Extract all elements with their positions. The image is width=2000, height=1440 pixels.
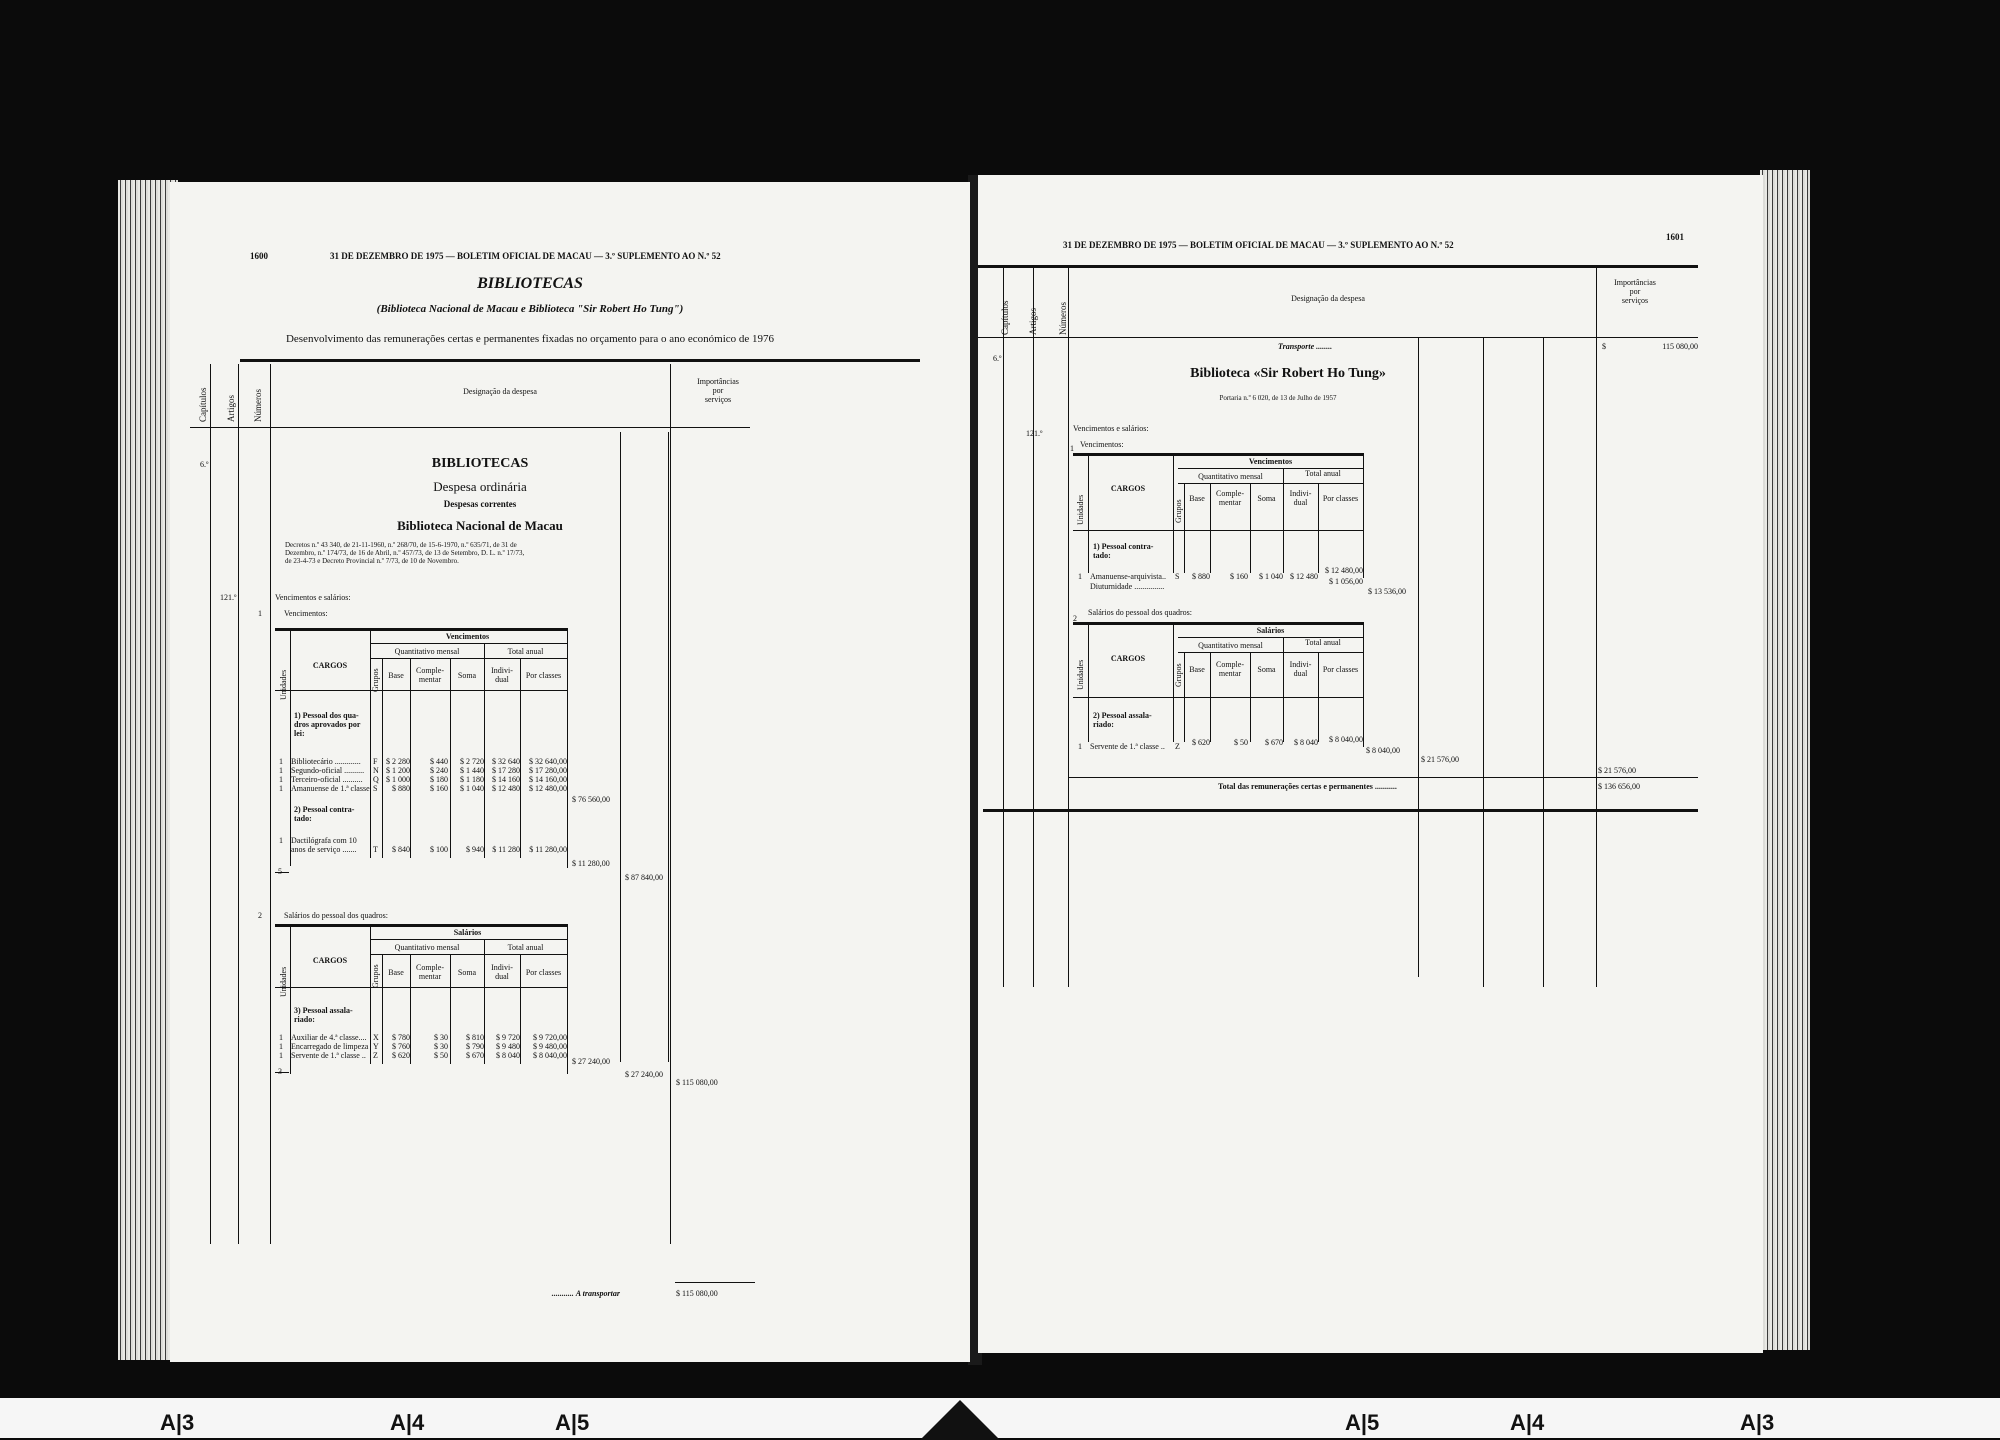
table-cell-g: Y: [373, 1042, 379, 1051]
table-cell-g: Z: [373, 1051, 378, 1060]
rt1-cargos: CARGOS: [1110, 484, 1146, 493]
table-cell-cls: $ 32 640,00: [529, 757, 567, 766]
t1-top-header: Vencimentos: [445, 632, 490, 641]
t2-total: $ 27 240,00: [625, 1070, 663, 1079]
table-cell-cargo: Servente de 1.ª classe ..: [291, 1051, 366, 1060]
t2-ta: Total anual: [507, 943, 544, 952]
table-cell-g: N: [373, 766, 379, 775]
rt2-sec-2: riado:: [1093, 720, 1114, 729]
table-cell-cargo: Amanuense de 1.ª classe: [291, 784, 370, 793]
table-cell-comp: $ 180: [430, 775, 448, 784]
t1-comp-2: mentar: [418, 675, 442, 684]
t2-indiv-1: Indivi-: [491, 963, 513, 972]
page-number: 1600: [250, 251, 268, 261]
table-cell-soma: $ 1 040: [460, 784, 484, 793]
t2-cargos: CARGOS: [312, 956, 348, 965]
t1-sec1-1: 1) Pessoal dos qua-: [294, 711, 359, 720]
capitulo-value: 6.º: [200, 460, 209, 469]
t1-units-total: 5: [278, 867, 282, 876]
rt1-sum: $ 13 536,00: [1368, 587, 1406, 596]
rt2-cargos: CARGOS: [1110, 654, 1146, 663]
col-importancias-3: serviços: [704, 395, 732, 404]
t1-sec1-3: lei:: [294, 729, 305, 738]
t2-top-header: Salários: [453, 928, 482, 937]
table-cell-ind: $ 14 160: [492, 775, 520, 784]
t2-comp-2: mentar: [418, 972, 442, 981]
table-cell-comp: $ 50: [434, 1051, 448, 1060]
film-marker: A|3: [1740, 1410, 1775, 1435]
table-cell-comp: $ 240: [430, 766, 448, 775]
total-label: Total das remunerações certas e permanentes ...........: [1218, 782, 1397, 791]
rt2-comp-1: Comple-: [1216, 660, 1244, 669]
col-importancias-1: Importâncias: [1614, 278, 1656, 287]
col-numeros: Números: [253, 389, 263, 422]
right-page: [978, 175, 1763, 1353]
rt2-base: Base: [1189, 665, 1205, 674]
table-cell-u: 1: [279, 775, 283, 784]
heading-sir-robert: Biblioteca «Sir Robert Ho Tung»: [1190, 366, 1386, 381]
t1-row5-cls: $ 11 280,00: [529, 845, 567, 854]
t1-sum2: $ 11 280,00: [572, 859, 610, 868]
table-cell-g: Q: [373, 775, 379, 784]
rt2-row-comp: $ 50: [1234, 738, 1248, 747]
page-number: 1601: [1666, 232, 1684, 242]
rt2-row-cls: $ 8 040,00: [1329, 735, 1363, 744]
rt2-sum: $ 8 040,00: [1366, 746, 1400, 755]
table-cell-u: 1: [279, 1051, 283, 1060]
t2-grupos: Grupos: [371, 964, 380, 988]
transporte-label: Transporte ........: [1278, 342, 1333, 351]
rt1-row-comp: $ 160: [1230, 572, 1248, 581]
col-importancias-2: por: [712, 386, 724, 395]
t2-sum: $ 27 240,00: [572, 1057, 610, 1066]
t1-base: Base: [388, 671, 404, 680]
table-cell-ind: $ 9 720: [496, 1033, 520, 1042]
film-marker: A|4: [390, 1410, 425, 1435]
rt1-row-cargo: Amanuense-arquivista..: [1090, 572, 1166, 581]
t1-row5-cargo-1: Dactilógrafa com 10: [291, 836, 357, 845]
rt1-comp-2: mentar: [1218, 498, 1242, 507]
table-cell-comp: $ 160: [430, 784, 448, 793]
table-cell-ind: $ 32 640: [492, 757, 520, 766]
rt1-qm: Quantitativo mensal: [1198, 472, 1263, 481]
right-page-edges: [1760, 170, 1810, 1350]
col-importancias-1: Importâncias: [697, 377, 739, 386]
table-cell-g: F: [373, 757, 378, 766]
table-cell-ind: $ 8 040: [496, 1051, 520, 1060]
transporte-value: 115 080,00: [1662, 342, 1698, 351]
t1-grupos: Grupos: [371, 668, 380, 692]
table-cell-soma: $ 2 720: [460, 757, 484, 766]
vencimentos-label: Vencimentos:: [1080, 440, 1124, 449]
artigo-value: 121.º: [1026, 429, 1043, 438]
table-cell-g: X: [373, 1033, 379, 1042]
rt1-comp-1: Comple-: [1216, 489, 1244, 498]
t1-qm: Quantitativo mensal: [394, 647, 460, 656]
col-designacao: Designação da despesa: [463, 387, 537, 396]
rt1-grupos: Grupos: [1174, 499, 1183, 523]
t1-unidades: Unidades: [279, 669, 288, 700]
transporte-dollar: $: [1602, 342, 1606, 351]
t1-row5-u: 1: [279, 836, 283, 845]
t1-sec2-2: tado:: [294, 814, 312, 823]
table-cell-base: $ 1 000: [386, 775, 410, 784]
t1-row5-g: T: [373, 845, 378, 854]
t1-total: $ 87 840,00: [625, 873, 663, 882]
left-page-edges: [118, 180, 178, 1360]
total-value: $ 136 656,00: [1598, 782, 1640, 791]
rt2-row-g: Z: [1175, 742, 1180, 751]
table-cell-cls: $ 17 280,00: [529, 766, 567, 775]
rt1-indiv-2: dual: [1293, 498, 1308, 507]
table-cell-cls: $ 9 480,00: [533, 1042, 567, 1051]
table-cell-u: 1: [279, 766, 283, 775]
col-designacao: Designação da despesa: [1291, 294, 1365, 303]
table-cell-ind: $ 9 480: [496, 1042, 520, 1051]
table-cell-soma: $ 670: [466, 1051, 484, 1060]
a-transportar-value: $ 115 080,00: [676, 1289, 718, 1298]
t2-classes: Por classes: [525, 968, 562, 977]
film-marker: A|3: [160, 1410, 195, 1435]
t1-row5-base: $ 840: [392, 845, 410, 854]
t2-units-total: 3: [278, 1067, 282, 1076]
table-cell-cargo: Segundo-oficial ..........: [291, 766, 365, 775]
t2-soma: Soma: [457, 968, 477, 977]
t2-unidades: Unidades: [279, 966, 288, 997]
rt2-comp-2: mentar: [1218, 669, 1242, 678]
rt2-grupos: Grupos: [1174, 663, 1183, 687]
rt2-indiv-1: Indivi-: [1289, 660, 1312, 669]
table-cell-g: S: [373, 784, 378, 793]
rt2-qm: Quantitativo mensal: [1198, 641, 1263, 650]
table-cell-comp: $ 440: [430, 757, 448, 766]
t1-row5-soma: $ 940: [466, 845, 484, 854]
t1-indiv-1: Indivi-: [491, 666, 513, 675]
rt2-row-base: $ 620: [1192, 738, 1210, 747]
rt2-soma: Soma: [1257, 665, 1276, 674]
venc-salarios-label: Vencimentos e salários:: [275, 593, 351, 602]
rt1-diut-val: $ 1 056,00: [1329, 577, 1363, 586]
decree-line-1: Decretos n.º 43 340, de 21-11-1960, n.º 268/70, de 15-6-1970, n.º 635/71, de 31 de: [285, 541, 517, 549]
numero-1: 1: [1070, 444, 1074, 453]
film-marker: A|5: [1345, 1410, 1380, 1435]
numero-2: 2: [1073, 614, 1077, 623]
t1-row5-comp: $ 100: [430, 845, 448, 854]
venc-salarios-label: Vencimentos e salários:: [1073, 424, 1149, 433]
rt1-row-ind: $ 12 480: [1290, 572, 1318, 581]
rt1-top-header: Vencimentos: [1248, 457, 1293, 466]
rt2-sec-1: 2) Pessoal assala-: [1093, 711, 1152, 720]
table-cell-ind: $ 12 480: [492, 784, 520, 793]
table-cell-soma: $ 790: [466, 1042, 484, 1051]
t1-soma: Soma: [457, 671, 477, 680]
table-cell-u: 1: [279, 1033, 283, 1042]
t1-sec1-2: dros aprovados por: [294, 720, 361, 729]
rt2-unidades: Unidades: [1076, 659, 1085, 690]
t2-qm: Quantitativo mensal: [394, 943, 460, 952]
t2-sec-1: 3) Pessoal assala-: [294, 1006, 353, 1015]
table-cell-cls: $ 8 040,00: [533, 1051, 567, 1060]
artigo-value: 121.º: [220, 593, 237, 602]
table-cell-cargo: Bibliotecário .............: [291, 757, 361, 766]
rt1-classes: Por classes: [1322, 494, 1359, 503]
rt2-total: $ 21 576,00: [1421, 755, 1459, 764]
rt2-classes: Por classes: [1322, 665, 1359, 674]
heading-biblioteca-nacional: Biblioteca Nacional de Macau: [397, 518, 563, 533]
vencimentos-label: Vencimentos:: [284, 609, 328, 618]
table-cell-u: 1: [279, 757, 283, 766]
t1-indiv-2: dual: [495, 675, 509, 684]
table-cell-soma: $ 1 180: [460, 775, 484, 784]
film-marker: A|5: [555, 1410, 590, 1435]
table-cell-cargo: Terceiro-oficial ..........: [291, 775, 363, 784]
t1-ta: Total anual: [507, 647, 544, 656]
rt1-row-cls: $ 12 480,00: [1325, 566, 1363, 575]
table-cell-comp: $ 30: [434, 1042, 448, 1051]
table-cell-base: $ 1 200: [386, 766, 410, 775]
table-cell-cargo: Auxiliar de 4.ª classe....: [291, 1033, 367, 1042]
table-cell-cls: $ 9 720,00: [533, 1033, 567, 1042]
rt2-ta: Total anual: [1305, 638, 1341, 647]
decree-line-2: Dezembro, n.º 174/73, de 16 de Abril, n.º 457/73, de 13 de Setembro, D. L. n.º 17/73,: [285, 549, 525, 557]
decree-line-3: de 23-4-73 e Decreto Provincial n.º 7/73, de 10 de Novembro.: [285, 557, 459, 565]
rt1-row-u: 1: [1078, 572, 1082, 581]
col-artigos: Artigos: [226, 395, 236, 422]
table-cell-base: $ 760: [392, 1042, 410, 1051]
table-cell-comp: $ 30: [434, 1033, 448, 1042]
col-numeros: Números: [1058, 302, 1068, 335]
salarios-label: Salários do pessoal dos quadros:: [1088, 608, 1192, 617]
rt2-row-soma: $ 670: [1265, 738, 1283, 747]
heading-bibliotecas: BIBLIOTECAS: [431, 456, 529, 471]
col-artigos: Artigos: [1028, 308, 1038, 335]
rt2-top-header: Salários: [1256, 626, 1285, 635]
rt1-sec-2: tado:: [1093, 551, 1111, 560]
left-page: 1600 31 DE DEZEMBRO DE 1975 — BOLETIM OFICIAL DE MACAU — 3.º SUPLEMENTO AO N.º 52 BIBLIOTECAS (Biblioteca Nacional de Macau e Biblioteca "Sir Robert Ho Tung") Desenvolvimento das remunerações certas e permanentes fixadas no orçamento para o ano económico de 1976 Capítulos Artigos Números Designação da despesa Importâncias por serviços 6.º BIBLIOTECAS Despesa ordinária Despesas correntes Biblioteca Nacional de Macau Decretos n.º 43 340, de 21-11-1960, n.º 268/70, de 15-6-1970, n.º 635/71, de 31 de Dezembro, n.º 174/73, de 16 de Abril, n.º 457/73, de 13 de Setembro, D. L. n.º 17/73, de 23-4-73 e Decreto Provincial n.º 7/73, de 10 de Novembro. 121.º Vencimentos e salários: 1 Vencimentos: Vencimentos Quantitativo mensal Total anual Unidades CARGOS Grupos Base Comple- mentar Soma Indivi- dual Por classes 1) Pessoal dos qua- dros aprovados por lei: 1 Bibliotecário ............. F $ 2 280 $ 440 $ 2 720 $ 32 640 $ 32 640,00 1 Segundo-oficial .......... N $ 1 200 $ 240 $ 1 440 $ 17 280 $ 17 280,00 1 Terceiro-oficial .......... Q $ 1 000 $ 180 $ 1 180 $ 14 160 $ 14 160,00 1 Amanuense de 1.ª classe S $ 880 $ 160 $ 1 040 $ 12 480 $ 12 480,00 $ 76 560,00 2) Pessoal contra- tado: 1 Dactilógrafa com 10 anos de serviço ....... T $ 840 $ 100 $ 940 $ 11 280 $ 11 280,00 $ 11 280,00 5 $ 87 840,00 2 Salários do pessoal dos quadros: Salários Quantitativo mensal Total anual Unidades CARGOS Grupos Base Comple- mentar Soma Indivi- dual Por classes 3) Pessoal assala- riado: 1 Auxiliar de 4.ª classe.... X $ 780 $ 30 $ 810 $ 9 720 $ 9 720,00 1 Encarregado de limpeza Y $ 760 $ 30 $ 790 $ 9 480 $ 9 480,00 1 Servente de 1.ª classe .. Z $ 620 $ 50 $ 670 $ 8 040 $ 8 040,00 3 $ 27 240,00 $ 27 240,00 $ 115 080,00 A transportar ........... $ 115 080,00: [170, 182, 970, 1362]
rt1-soma: Soma: [1257, 494, 1276, 503]
gutter-triangle: [920, 1400, 1000, 1440]
col-capitulos: Capítulos: [198, 387, 208, 422]
t1-sec2-1: 2) Pessoal contra-: [294, 805, 355, 814]
intro-text: Desenvolvimento das remunerações certas e permanentes fixadas no orçamento para o ano económico de 1976: [285, 333, 775, 345]
rt2-row-u: 1: [1078, 742, 1082, 751]
col-importancias-3: serviços: [1621, 296, 1649, 305]
col-capitulos: Capítulos: [1000, 300, 1010, 335]
rt2-indiv-2: dual: [1293, 669, 1308, 678]
rt1-diut: Diuturnidade ...............: [1090, 582, 1165, 591]
t1-classes: Por classes: [525, 671, 562, 680]
rt1-ta: Total anual: [1305, 469, 1341, 478]
rt1-indiv-1: Indivi-: [1289, 489, 1312, 498]
rt1-row-g: S: [1175, 572, 1180, 581]
rt2-row-cargo: Servente de 1.ª classe ..: [1090, 742, 1165, 751]
numero-1: 1: [258, 609, 262, 618]
t2-sec-2: riado:: [294, 1015, 315, 1024]
section-subtitle: (Biblioteca Nacional de Macau e Biblioteca "Sir Robert Ho Tung"): [376, 303, 684, 315]
table-cell-cls: $ 12 480,00: [529, 784, 567, 793]
table-cell-ind: $ 17 280: [492, 766, 520, 775]
table-cell-base: $ 2 280: [386, 757, 410, 766]
numero-2: 2: [258, 911, 262, 920]
t2-comp-1: Comple-: [416, 963, 444, 972]
section-title: BIBLIOTECAS: [477, 275, 583, 292]
table-cell-cargo: Encarregado de limpeza: [291, 1042, 369, 1051]
rt1-unidades: Unidades: [1076, 494, 1085, 525]
running-head: 31 DE DEZEMBRO DE 1975 — BOLETIM OFICIAL DE MACAU — 3.º SUPLEMENTO AO N.º 52: [1063, 240, 1454, 250]
capitulo-value: 6.º: [993, 354, 1002, 363]
t2-indiv-2: dual: [495, 972, 509, 981]
portaria: Portaria n.º 6 020, de 13 de Julho de 1957: [1219, 394, 1337, 402]
running-head: 31 DE DEZEMBRO DE 1975 — BOLETIM OFICIAL DE MACAU — 3.º SUPLEMENTO AO N.º 52: [330, 251, 721, 261]
rt1-row-base: $ 880: [1192, 572, 1210, 581]
rt1-row-soma: $ 1 040: [1259, 572, 1283, 581]
table-cell-soma: $ 810: [466, 1033, 484, 1042]
heading-despesas-correntes: Despesas correntes: [443, 499, 517, 509]
t2-base: Base: [388, 968, 404, 977]
t1-row5-ind: $ 11 280: [492, 845, 520, 854]
rt1-sec-1: 1) Pessoal contra-: [1093, 542, 1154, 551]
col-importancias-2: por: [1629, 287, 1641, 296]
t1-sum1: $ 76 560,00: [572, 795, 610, 804]
rt2-row-ind: $ 8 040: [1294, 738, 1318, 747]
table-cell-base: $ 620: [392, 1051, 410, 1060]
table-cell-base: $ 880: [392, 784, 410, 793]
t1-row5-cargo-2: anos de serviço .......: [291, 845, 357, 854]
heading-despesa-ordinaria: Despesa ordinária: [433, 479, 527, 494]
salarios-label: Salários do pessoal dos quadros:: [284, 911, 388, 920]
table-cell-u: 1: [279, 1042, 283, 1051]
film-strip: [0, 1398, 2000, 1438]
t1-comp-1: Comple-: [416, 666, 444, 675]
film-marker: A|4: [1510, 1410, 1545, 1435]
left-grand-total: $ 115 080,00: [676, 1078, 718, 1087]
table-cell-soma: $ 1 440: [460, 766, 484, 775]
rt1-base: Base: [1189, 494, 1205, 503]
t1-cargos: CARGOS: [312, 661, 348, 670]
imp-21576: $ 21 576,00: [1598, 766, 1636, 775]
table-cell-base: $ 780: [392, 1033, 410, 1042]
table-cell-u: 1: [279, 784, 283, 793]
table-cell-cls: $ 14 160,00: [529, 775, 567, 784]
